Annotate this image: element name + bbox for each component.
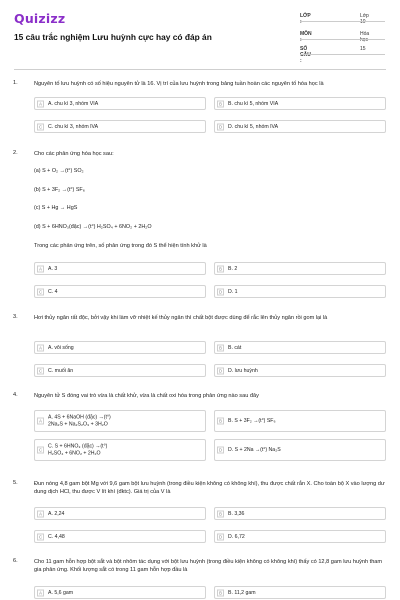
- question-text: Hơi thủy ngân rất độc, bởi vậy khi làm vỡ nhiệt kế thủy ngân thì chất bột được dùng để rắc lên thủy ngân rồi gom lại là: [34, 315, 328, 321]
- option-d[interactable]: [214, 439, 386, 461]
- option-d[interactable]: [214, 120, 386, 133]
- option-text: D. lưu huỳnh: [228, 367, 258, 374]
- option-letter: C: [38, 447, 43, 453]
- question-number: 2.: [13, 150, 18, 156]
- option-text: C. chu kì 3, nhóm IVA: [48, 123, 99, 130]
- divider: [300, 54, 385, 55]
- option-text: A. 5,6 gam: [48, 589, 74, 596]
- option-letter: C: [38, 289, 43, 294]
- divider: [300, 21, 385, 22]
- option-letter: D: [218, 124, 223, 129]
- option-text: D. 6,72: [228, 533, 245, 540]
- option-letter: D: [218, 447, 223, 453]
- option-letter: A: [37, 418, 44, 425]
- option-letter: C: [38, 534, 43, 539]
- option-a[interactable]: [34, 262, 206, 275]
- option-d[interactable]: [214, 530, 386, 543]
- option-letter: B: [217, 589, 224, 596]
- option-text: B. 3,36: [228, 510, 245, 517]
- page-title: 15 câu trắc nghiệm Lưu huỳnh cực hay có đáp án: [14, 32, 212, 42]
- option-text: D. S + 2Na →(t°) Na₂S: [228, 447, 281, 453]
- option-d[interactable]: [214, 364, 386, 377]
- option-letter: B: [217, 510, 224, 517]
- question-number: 3.: [13, 314, 18, 320]
- option-c[interactable]: [34, 285, 206, 298]
- option-text: [48, 415, 111, 428]
- option-text: C. 4: [48, 288, 58, 295]
- option-letter: A: [37, 344, 44, 351]
- question-text: Nguyên tử S đóng vai trò vừa là chất khử, vừa là chất oxi hóa trong phản ứng nào sau đây: [34, 393, 259, 399]
- option-letter: D: [218, 289, 223, 294]
- option-line-1: C. S + 6HNO₃ (đặc) →(t°): [48, 443, 108, 450]
- option-line-2: 2Na₂S + Na₂S₂O₃ + 3H₂O: [48, 421, 108, 428]
- question-text: Đun nóng 4,8 gam bột Mg với 9,6 gam bột lưu huỳnh (trong điều kiện không có không khí), thu được chất rắn X. Cho toàn bộ X vào lượng dư dung dịch HCl, thu được V lít khí (đktc). Giá trị của V là: [34, 481, 385, 495]
- option-text: B. cát: [228, 344, 242, 351]
- option-b[interactable]: [214, 586, 386, 599]
- option-c[interactable]: [34, 530, 206, 543]
- question-text: Cho 11 gam hỗn hợp bột sắt và bột nhôm tác dụng với bột lưu huỳnh (trong điều kiện không có không khí) thấy có 12,8 gam lưu huỳnh tham gia phản ứng. Khối lượng sắt có trong 11 gam hỗn hợp đầu là: [34, 559, 383, 573]
- option-text: A. 2,24: [48, 510, 65, 517]
- reaction-c: (c) S + Hg → HgS: [34, 205, 78, 211]
- option-letter: B: [217, 100, 224, 107]
- meta-subject-value: Hóa học: [360, 31, 370, 43]
- option-b[interactable]: [214, 97, 386, 110]
- option-text: [48, 444, 107, 457]
- worksheet-header: [0, 0, 400, 68]
- reaction-d: (d) S + 6HNO₃(đặc) →(t°) H₂SO₄ + 6NO₂ + 2H₂O: [34, 224, 152, 230]
- option-line-1: A. 4S + 6NaOH (đặc) →(t°): [48, 414, 111, 421]
- question-text: Cho các phản ứng hóa học sau:: [34, 151, 114, 157]
- option-text: B. S + 3F₂ →(t°) SF₆: [228, 418, 276, 424]
- option-b[interactable]: [214, 341, 386, 354]
- option-text: A. chu kì 3, nhóm VIA: [48, 100, 99, 107]
- divider: [300, 39, 385, 40]
- option-letter: B: [217, 418, 224, 425]
- option-letter: D: [218, 534, 223, 539]
- meta-grade-label: LỚP :: [300, 13, 311, 25]
- option-letter: D: [218, 368, 223, 373]
- question-number: 6.: [13, 558, 18, 564]
- meta-count-label: SỐ CÂU :: [300, 46, 311, 64]
- meta-grade-value: Lớp 10: [360, 13, 369, 25]
- option-letter: A: [37, 265, 44, 272]
- option-b[interactable]: [214, 507, 386, 520]
- option-a[interactable]: [34, 341, 206, 354]
- option-b[interactable]: [214, 262, 386, 275]
- question-text: Nguyên tố lưu huỳnh có số hiệu nguyên tử là 16. Vị trí của lưu huỳnh trong bảng tuần hoàn các nguyên tố hóa học là: [34, 81, 324, 87]
- option-text: D. chu kì 5, nhóm IVA: [228, 123, 279, 130]
- option-line-2: H₂SO₄ + 6NO₂ + 2H₂O: [48, 450, 101, 457]
- option-letter: B: [217, 344, 224, 351]
- option-c[interactable]: [34, 120, 206, 133]
- option-letter: C: [38, 124, 43, 129]
- reaction-b: (b) S + 3F₂ →(t°) SF₆: [34, 187, 85, 193]
- option-letter: C: [38, 368, 43, 373]
- question-number: 4.: [13, 392, 18, 398]
- option-c[interactable]: [34, 439, 206, 461]
- reaction-a: (a) S + O₂ →(t°) SO₂: [34, 168, 84, 174]
- header-divider: [14, 69, 386, 70]
- option-d[interactable]: [214, 285, 386, 298]
- option-letter: A: [37, 589, 44, 596]
- option-text: B. chu kì 5, nhóm VIA: [228, 100, 279, 107]
- option-letter: B: [217, 265, 224, 272]
- question-prompt: Trong các phản ứng trên, số phản ứng trong đó S thể hiện tính khử là: [34, 243, 207, 249]
- option-text: B. 11,2 gam: [228, 589, 256, 596]
- option-b[interactable]: [214, 410, 386, 432]
- option-letter: A: [37, 510, 44, 517]
- option-a[interactable]: [34, 507, 206, 520]
- meta-subject-label: MÔN :: [300, 31, 312, 43]
- meta-count-value: 15: [360, 46, 366, 52]
- option-text: C. 4,48: [48, 533, 65, 540]
- option-a[interactable]: [34, 97, 206, 110]
- question-number: 5.: [13, 480, 18, 486]
- option-c[interactable]: [34, 364, 206, 377]
- option-a[interactable]: [34, 586, 206, 599]
- question-number: 1.: [13, 80, 18, 86]
- option-text: C. muối ăn: [48, 367, 74, 374]
- option-text: B. 2: [228, 265, 238, 272]
- option-text: A. vôi sống: [48, 344, 74, 351]
- option-text: D. 1: [228, 288, 238, 295]
- option-a[interactable]: [34, 410, 206, 432]
- quizizz-logo: Quizizz: [14, 11, 66, 26]
- option-letter: A: [37, 100, 44, 107]
- option-text: A. 3: [48, 265, 58, 272]
